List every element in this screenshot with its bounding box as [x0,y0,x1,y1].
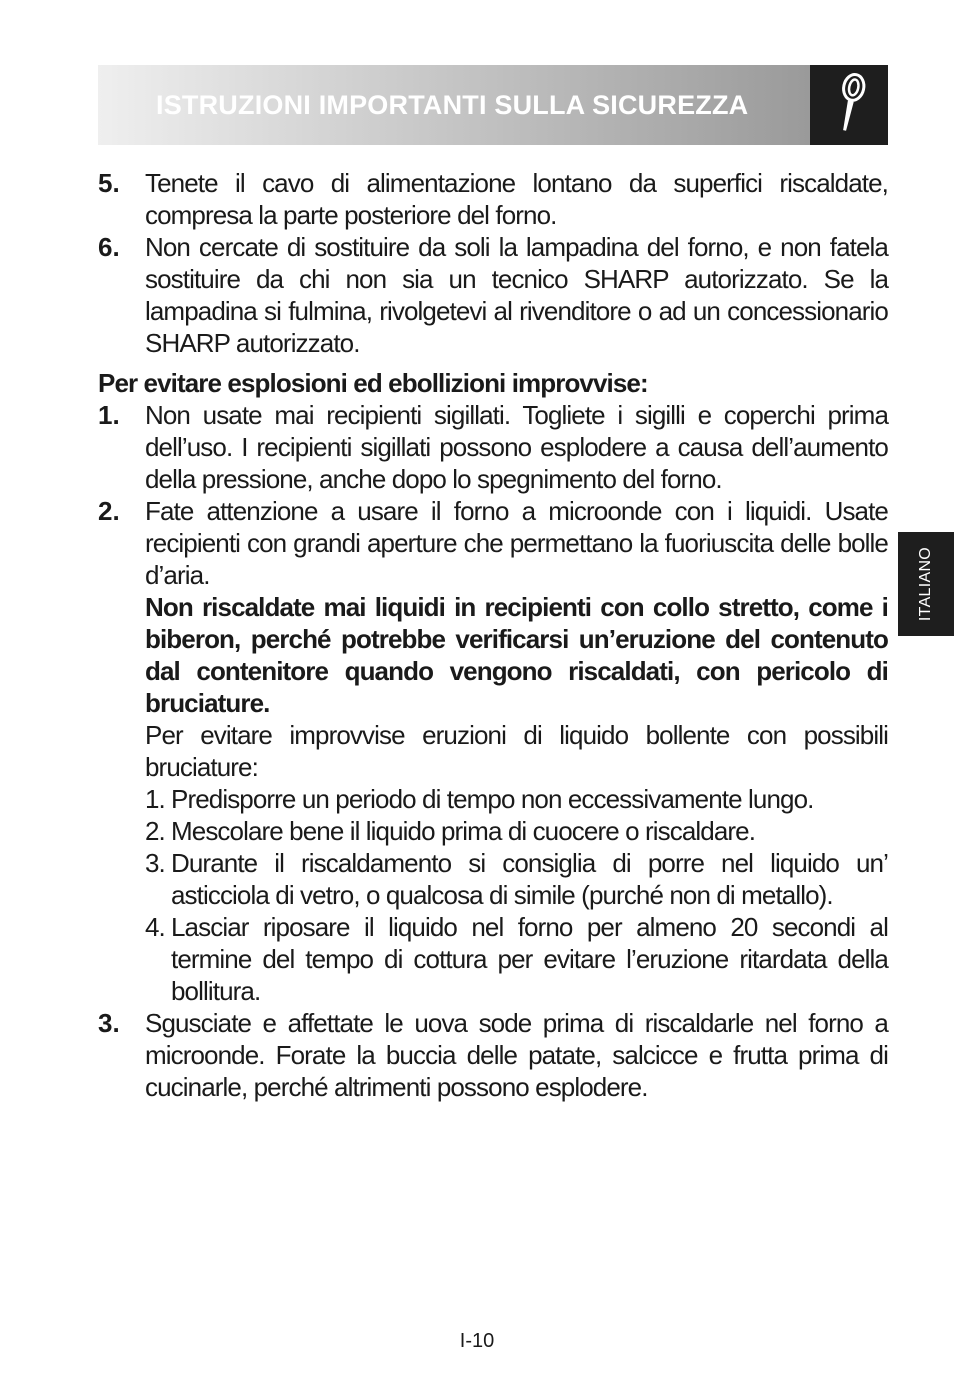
sub-item-number: 3. [145,848,165,878]
list-item [98,167,888,231]
item-text: Non usate mai recipienti sigillati. Togliete i sigilli e coperchi prima dell’uso. I recipienti sigillati possono esplodere a causa dell’aumento della pressione, anche dopo lo spegnimento del forno. [145,400,888,494]
important-notice-icon [810,65,888,145]
list-item [98,399,888,495]
section-header-bar [98,65,810,145]
item-text: Sgusciate e affettate le uova sode prima di riscaldarle nel forno a microonde. Forate la buccia delle patate, salcicce e frutta prima di cucinarle, perché altrimenti possono esplodere. [145,1008,888,1102]
item-number: 5. [98,168,120,198]
list-item [98,495,888,1007]
main-content [98,167,888,1103]
section-heading: Per evitare esplosioni ed ebollizioni improvvise: [98,368,648,398]
item-number: 6. [98,232,120,262]
sub-item-text: Durante il riscaldamento si consiglia di porre nel liquido un’ asticciola di vetro, o qualcosa di simile (purché non di metallo). [171,848,888,910]
item-text: Non cercate di sostituire da soli la lampadina del forno, e non fatela sostituire da chi non sia un tecnico SHARP autorizzato. Se la lampadina si fulmina, rivolgetevi al rivenditore o ad un concessionario SHARP autorizzato. [145,232,888,358]
item-number: 3. [98,1008,120,1038]
steps-intro: Per evitare improvvise eruzioni di liquido bollente con possibili bruciature: [145,720,888,782]
sub-list-item [145,911,888,1007]
sub-item-number: 4. [145,912,165,942]
sub-item-text: Mescolare bene il liquido prima di cuocere o riscaldare. [171,816,756,846]
list-item [98,231,888,359]
sub-item-text: Predisporre un periodo di tempo non eccessivamente lungo. [171,784,814,814]
item-text: Tenete il cavo di alimentazione lontano da superfici riscaldate, compresa la parte posteriore del forno. [145,168,888,230]
item-number: 1. [98,400,120,430]
sub-list-item [145,815,888,847]
item-text: Fate attenzione a usare il forno a microonde con i liquidi. Usate recipienti con grandi aperture che permettano la fuoriuscita delle bolle d’aria. [145,496,888,590]
sub-list-item [145,847,888,911]
sub-item-text: Lasciar riposare il liquido nel forno per almeno 20 secondi al termine del tempo di cottura per evitare l’eruzione ritardata della bollitura. [171,912,888,1006]
section-title: ISTRUZIONI IMPORTANTI SULLA SICUREZZA [156,90,749,120]
language-tab-label: ITALIANO [917,546,934,622]
page-number: I-10 [459,1330,495,1352]
list-item [98,1007,888,1103]
header-icon-box [810,65,888,145]
warning-text: Non riscaldate mai liquidi in recipienti con collo stretto, come i biberon, perché potrebbe verificarsi un’eruzione del contenuto dal contenitore quando vengono riscaldati, con pericolo di bruciature. [145,592,888,718]
language-tab [898,532,954,636]
sub-list-item [145,783,888,815]
sub-item-number: 2. [145,816,165,846]
item-number: 2. [98,496,120,526]
sub-item-number: 1. [145,784,165,814]
